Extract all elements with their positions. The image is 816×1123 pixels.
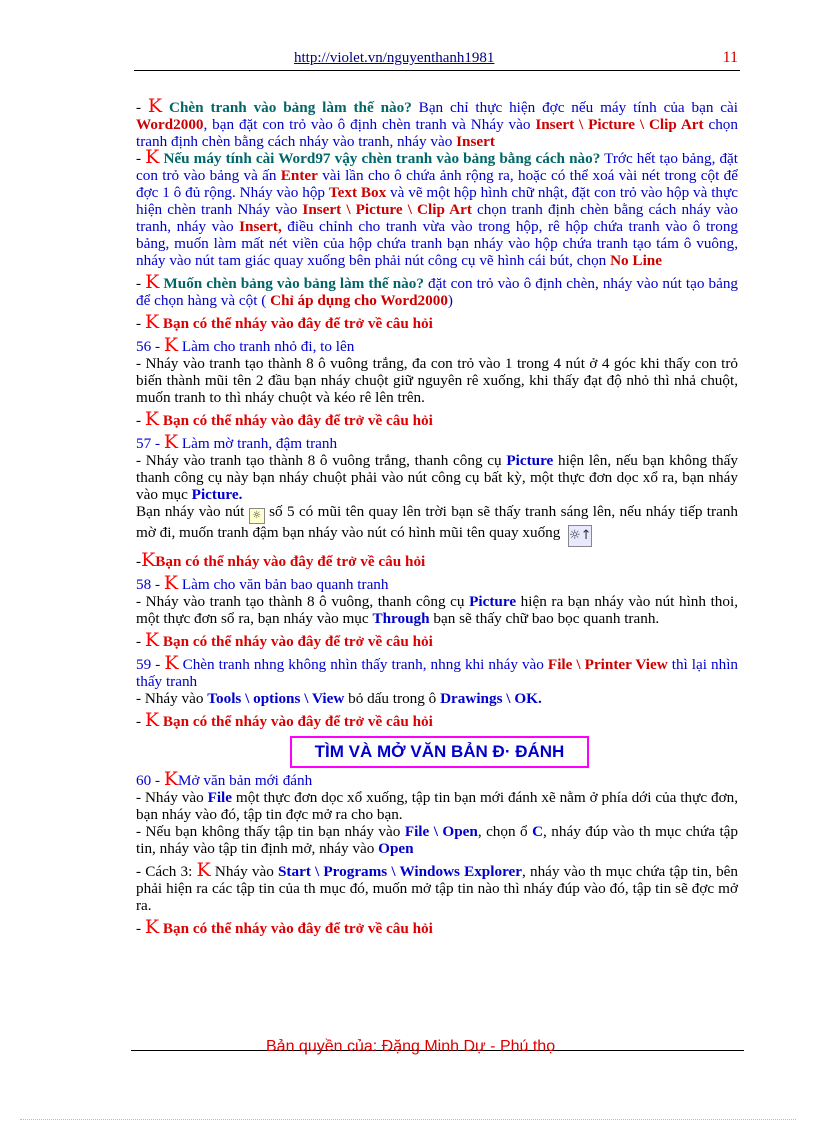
back-link[interactable]: - K Bạn có thể nháy vào đây để trở về câu hỏi — [136, 408, 433, 430]
item-57-title: 57 - K Làm mờ tranh, đậm tranh — [136, 431, 338, 453]
header-url[interactable]: http://violet.vn/nguyenthanh1981 — [294, 50, 495, 66]
bookmark-icon[interactable]: K — [145, 271, 160, 293]
bookmark-icon[interactable]: K — [144, 709, 160, 731]
bookmark-icon[interactable]: K — [144, 629, 160, 651]
bookmark-icon[interactable]: K — [163, 572, 179, 594]
bookmark-icon[interactable]: K — [196, 859, 211, 881]
question-heading: Nếu máy tính cài Word97 vậy chèn tranh vào bảng bằng cách nào? — [163, 150, 601, 167]
bookmark-icon[interactable]: K — [164, 652, 179, 674]
item-58-title: 58 - K Làm cho văn bản bao quanh tranh — [136, 572, 389, 594]
paragraph-word97: - K Nếu máy tính cài Word97 vậy chèn tranh vào bảng bằng cách nào? Trớc hết tạo bảng, đặt con trỏ vào bảng và ấn Enter vài lần cho ô chứa ảnh rộng ra, hoặc có thể xoá vài nét trong cột để đợc 1 ô đủ rộng. Nháy vào hộp Text Box và vẽ một hộp hình chữ nhật, đặt con trỏ vào hộp và thực hiện chèn tranh Nháy vào Insert \ Picture \ Clip Art chọn tranh định chèn bằng cách nháy vào tranh, nháy vào Insert, điều chỉnh cho tranh vừa vào trong hộp, rê hộp chứa tranh vào ô trong bảng, muốn làm mất nét viền của hộp chứa tranh bạn nháy vào hộp chứa tranh tạo tám ô vuông, nháy vào nút tam giác quay xuống bên phải nút công cụ vẽ hình cái bút, chọn No Line — [136, 146, 739, 269]
back-link[interactable]: - K Bạn có thể nháy vào đây để trở về câu hỏi — [136, 629, 433, 651]
item-57-body-2: Bạn nháy vào nút ☼ số 5 có mũi tên quay lên trời bạn sẽ thấy tranh sáng lên, nếu nháy tiếp tranh mờ đi, muốn tranh đậm bạn nháy vào nút có hình mũi tên quay xuống ☼↑ — [136, 503, 738, 547]
page-bottom-divider — [20, 1119, 796, 1120]
back-link[interactable]: - K Bạn có thể nháy vào đây để trở về câu hỏi — [136, 311, 433, 333]
document-body — [136, 95, 739, 938]
page-number: 11 — [722, 49, 738, 66]
item-58-body: - Nháy vào tranh tạo thành 8 ô vuông, thanh công cụ Picture hiện ra bạn nháy vào nút hình thoi, một thực đơn sổ ra, bạn nháy vào mục Through bạn sẽ thấy chữ bao bọc quanh tranh. — [136, 593, 738, 627]
item-59-body: - Nháy vào Tools \ options \ View bỏ dấu trong ô Drawings \ OK. — [136, 690, 542, 707]
back-link[interactable]: -KBạn có thể nháy vào đây để trở về câu hỏi — [136, 549, 426, 571]
footer-copyright: Bản quyền của: Đặng Minh Dự - Phú thọ — [266, 1038, 556, 1055]
bookmark-icon[interactable]: K — [145, 146, 160, 168]
question-heading: Chèn tranh vào bảng làm thế nào? — [168, 99, 412, 116]
sun-up-icon[interactable]: ☼ — [249, 508, 265, 524]
bookmark-icon[interactable]: K — [163, 334, 179, 356]
section-heading: TÌM VÀ MỞ VĂN BẢN Đ· ĐÁNH — [290, 736, 589, 768]
bookmark-icon[interactable]: K — [144, 311, 160, 333]
paragraph-chen-tranh: - K Chèn tranh vào bảng làm thế nào? Bạn chỉ thực hiện đợc nếu máy tính của bạn cài Word2000, bạn đặt con trỏ vào ô định chèn tranh và Nháy vào Insert \ Picture \ Clip Art chọn tranh định chèn bằng cách nháy vào tranh, nháy vào Insert — [136, 95, 738, 150]
bookmark-icon[interactable]: K — [147, 95, 163, 117]
item-56-title: 56 - K Làm cho tranh nhỏ đi, to lên — [136, 334, 355, 356]
bookmark-icon[interactable]: K — [144, 916, 160, 938]
bookmark-icon[interactable]: K — [144, 408, 160, 430]
paragraph-bang-trong-bang: - K Muốn chèn bảng vào bảng làm thế nào? đặt con trỏ vào ô định chèn, nháy vào nút tạo bảng để chọn hàng và cột ( Chỉ áp dụng cho Word2000) — [136, 271, 739, 309]
item-56-body: - Nháy vào tranh tạo thành 8 ô vuông trắng, đa con trỏ vào 1 trong 4 nút ở 4 góc khi thấy con trỏ biến thành mũi tên 2 đầu bạn nháy chuột giữ nguyên rê xuống, khi thấy đạt độ nhỏ thì nhả chuột, muốn tranh to thì nháy chuột và kéo rê lên trên. — [136, 355, 738, 406]
back-link[interactable]: - K Bạn có thể nháy vào đây để trở về câu hỏi — [136, 916, 433, 938]
back-link[interactable]: - K Bạn có thể nháy vào đây để trở về câu hỏi — [136, 709, 433, 731]
item-60-body-3: - Cách 3: K Nháy vào Start \ Programs \ Windows Explorer, nháy vào th mục chứa tập tin, bên phải hiện ra các tập tin của th mục đó, muốn mở tập tin nào thì nháy đúp vào đó, tập tin sẽ đợc mở ra. — [136, 859, 739, 914]
question-heading: Muốn chèn bảng vào bảng làm thế nào? — [163, 275, 424, 292]
sun-down-icon[interactable]: ☼↑ — [568, 525, 592, 547]
bookmark-icon[interactable]: K — [163, 431, 179, 453]
item-60-title: 60 - KMở văn bản mới đánh — [136, 768, 313, 790]
page-footer — [131, 1038, 744, 1055]
item-60-body-2: - Nếu bạn không thấy tập tin bạn nháy vào File \ Open, chọn ổ C, nháy đúp vào th mục chứa tập tin, nháy vào tập tin định mở, nháy vào Open — [136, 823, 739, 857]
item-59-title: 59 - K Chèn tranh nhng không nhìn thấy tranh, nhng khi nháy vào File \ Printer View thì lại nhìn thấy tranh — [136, 652, 739, 690]
bookmark-icon[interactable]: K — [163, 768, 179, 790]
page-header — [134, 46, 740, 71]
bookmark-icon[interactable]: K — [141, 549, 156, 571]
item-57-body: - Nháy vào tranh tạo thành 8 ô vuông trắng, thanh công cụ Picture hiện lên, nếu bạn không thấy thanh công cụ này bạn nháy chuột phải vào nút công cụ bất kỳ, một thực đơn dọc xổ ra, bạn nháy vào mục Picture. — [136, 452, 738, 503]
item-60-body: - Nháy vào File một thực đơn dọc xổ xuống, tập tin bạn mới đánh xẽ nằm ở phía dới của thực đơn, bạn nháy vào đó, tập tin đợc mở ra cho bạn. — [136, 789, 738, 823]
